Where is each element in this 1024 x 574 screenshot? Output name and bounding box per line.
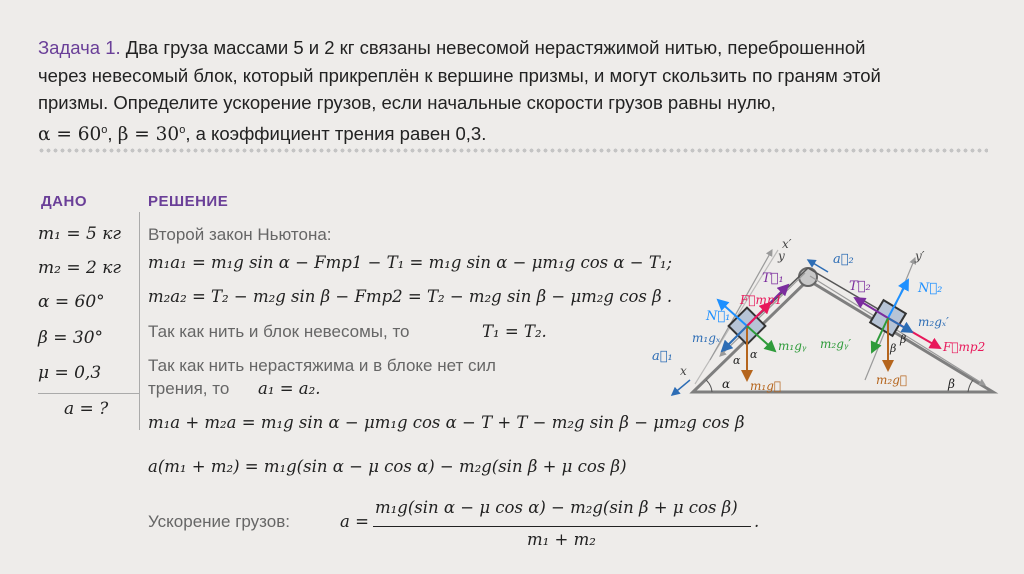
acceleration-denominator: m₁ + m₂ [527,530,596,549]
beta-arc [968,380,973,392]
m1g-label: m₁g⃗ [750,379,782,393]
N1-label: N⃗₁ [706,309,731,324]
a1-label: a⃗₁ [652,349,673,364]
alpha-arc [706,380,712,392]
problem-line4-rest: , а коэффициент трения равен 0,3. [185,122,487,144]
x-label: x [680,364,687,378]
weightless-text: Так как нить и блок невесомы, то [148,322,410,341]
alpha-angle-label-1: α [733,354,741,367]
Ftr2-label: F⃗тр2 [943,340,986,354]
problem-line3: призмы. Определите ускорение грузов, если начальные скорости грузов равны нулю, [38,92,776,113]
problem-line1: Два груза массами 5 и 2 кг связаны невесомой нерастяжимой нитью, переброшенной [120,37,866,58]
newton-law-text: Второй закон Ньютона: [148,225,332,244]
N2-label: N⃗₂ [918,281,943,296]
y-label: y [778,249,785,263]
problem-line4: $\alpha = 60^o$, $\beta = 30^o$, а коэффициент трения равен 0,3. [38,122,487,145]
given-find: a = ? [64,399,109,419]
given-m2: m₂ = 2 кг [38,258,121,278]
m1gx-label: m₁gₓ [692,331,721,345]
m2g-label: m₂g⃗ [876,373,908,387]
T1-label: T⃗₁ [762,271,784,286]
alpha-base-label: α [722,377,731,391]
degree-sup-2: o [179,123,186,136]
given-mu: μ = 0,3 [38,363,102,383]
given-beta: β = 30° [38,328,104,348]
x-prime-label: x′ [782,237,792,251]
inextensible-text: Так как нить нерастяжима и в блоке нет сил [148,356,496,375]
acceleration-equality: a₁ = a₂. [258,379,321,398]
given-alpha: α = 60° [38,292,105,312]
prism-diagram [650,230,1000,410]
acceleration-end: . [754,512,760,531]
alpha-value: α = 60 [38,123,102,145]
equation-body2: m₂a₂ = T₂ − m₂g sin β − Fтр2 = T₂ − m₂g sin β − μm₂g cos β . [148,287,673,306]
acceleration-label: Ускорение грузов: [148,512,290,531]
factored-equation: a(m₁ + m₂) = m₁g(sin α − μ cos α) − m₂g(sin β + μ cos β) [148,457,627,476]
fraction-bar [373,526,751,527]
problem-line2: через невесомый блок, который прикреплён к вершине призмы, и могут скользить по граням этой [38,64,881,86]
solution-header: РЕШЕНИЕ [148,193,229,210]
sum-equation: m₁a + m₂a = m₁g sin α − μm₁g cos α − T + T − m₂g sin β − μm₂g cos β [148,413,745,432]
problem-label: Задача 1. [38,37,121,58]
acceleration-numerator: m₁g(sin α − μ cos α) − m₂g(sin β + μ cos β) [375,498,738,517]
alpha-angle-label-2: α [750,348,758,361]
beta-value: β = 30 [117,123,180,145]
problem-statement [38,34,988,148]
x-axis-right-line [810,276,985,385]
beta-angle-label-2: β [900,333,907,346]
a2-label: a⃗₂ [833,252,854,267]
given-header: ДАНО [41,193,88,210]
beta-angle-label-1: β [890,342,897,355]
m1gy-label: m₁gᵧ [778,339,807,353]
given-solution-separator [139,212,140,430]
acceleration-lhs: a = [340,512,369,531]
given-m1: m₁ = 5 кг [38,224,121,244]
given-divider [38,393,139,394]
equation-body1: m₁a₁ = m₁g sin α − Fтр1 − T₁ = m₁g sin α − μm₁g cos α − T₁; [148,253,673,272]
tension-equality: T₁ = T₂. [482,322,547,341]
T2-label: T⃗₂ [849,279,871,294]
m2gx-label: m₂gₓ′ [918,315,949,329]
Ftr1-label: F⃗тр1 [740,293,783,307]
a1-arrow [672,380,690,395]
beta-base-label: β [948,377,955,391]
y-prime-label: y′ [915,249,925,263]
inextensible-text-2: трения, то [148,379,230,398]
m2gy-label: m₂gᵧ′ [820,337,852,351]
degree-sup-1: o [101,123,108,136]
dotted-divider [38,148,988,153]
